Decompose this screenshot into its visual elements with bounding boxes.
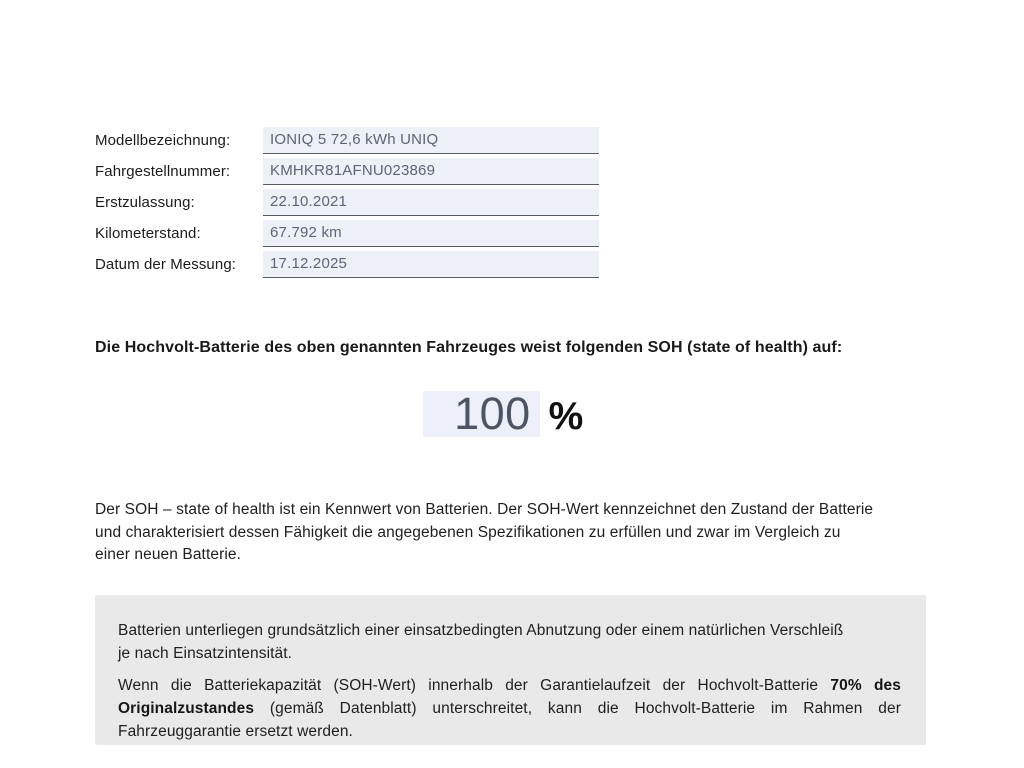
soh-value-field[interactable]: 100 [423,391,540,437]
warranty-notice-box [95,595,926,745]
soh-statement: Die Hochvolt-Batterie des oben genannten Fahrzeuges weist folgenden SOH (state of health) auf: [95,339,843,356]
model-designation-label: Modellbezeichnung: [95,132,231,149]
mileage-label: Kilometerstand: [95,225,201,242]
form-row-first-registration [95,189,599,216]
notice-warranty-text-start: Wenn die Batteriekapazität (SOH-Wert) innerhalb der Garantielaufzeit der Hochvolt-Batterie [118,677,831,694]
soh-value-display [0,388,1006,440]
notice-warranty-threshold: 70% des Originalzustandes [118,677,901,717]
notice-wear-line: Batterien unterliegen grundsätzlich einer einsatzbedingten Abnutzung oder einem natürlichen Verschleiß [118,622,844,639]
vin-field[interactable]: KMHKR81AFNU023869 [263,158,599,185]
mileage-field[interactable]: 67.792 km [263,220,599,247]
model-designation-field[interactable]: IONIQ 5 72,6 kWh UNIQ [263,127,599,154]
vin-label: Fahrgestellnummer: [95,163,231,180]
form-row-measurement-date [95,251,599,278]
vehicle-info-form [95,127,599,282]
notice-warranty-text-end: (gemäß Datenblatt) unterschreitet, kann die Hochvolt-Batterie im Rahmen der Fahrzeuggarantie ersetzt werden. [118,700,901,740]
soh-unit-label: % [548,395,584,438]
notice-wear-line: je nach Einsatzintensität. [118,645,293,662]
form-row-vin [95,158,599,185]
form-row-mileage [95,220,599,247]
soh-description [95,499,873,567]
measurement-date-field[interactable]: 17.12.2025 [263,251,599,278]
first-registration-label: Erstzulassung: [95,194,195,211]
form-row-model [95,127,599,154]
notice-paragraph-wear [118,619,901,665]
soh-description-line: einer neuen Batterie. [95,546,242,563]
measurement-date-label: Datum der Messung: [95,256,237,273]
soh-description-line: Der SOH – state of health ist ein Kennwert von Batterien. Der SOH-Wert kennzeichnet den Zustand der Batterie [95,501,874,518]
soh-description-line: und charakterisiert dessen Fähigkeit die angegebenen Spezifikationen zu erfüllen und zwar im Vergleich zu [95,523,841,541]
notice-paragraph-warranty [118,674,901,743]
first-registration-field[interactable]: 22.10.2021 [263,189,599,216]
